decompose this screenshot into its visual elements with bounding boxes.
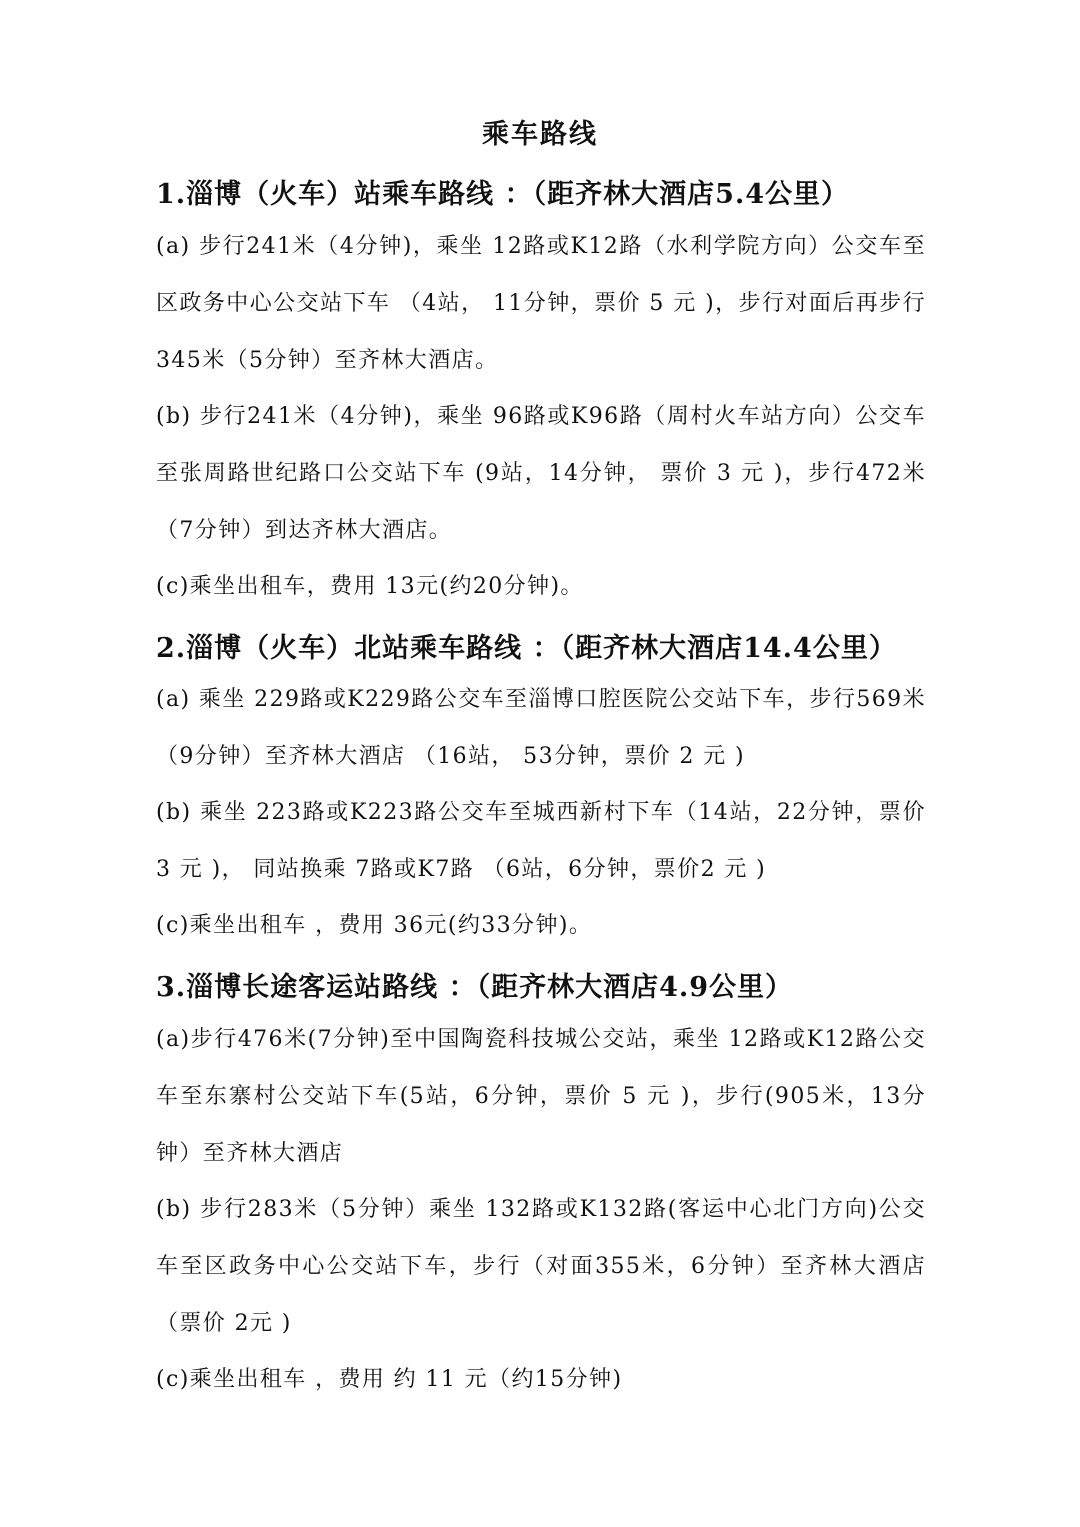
route-item-3a: (a)步行476米(7分钟)至中国陶瓷科技城公交站，乘坐 12路或K12路公交车至东寨村公交站下车(5站，6分钟，票价 5 元 )，步行(905米，13分钟）至齐林大酒店 (156, 1027, 926, 1166)
route-item-1b: (b) 步行241米（4分钟)，乘坐 96路或K96路（周村火车站方向）公交车至张周路世纪路口公交站下车 (9站，14分钟， 票价 3 元 )，步行472米（7分钟）到达齐林大酒店。 (156, 404, 926, 543)
route-item-3b: (b) 步行283米（5分钟）乘坐 132路或K132路(客运中心北门方向)公交车至区政务中心公交站下车，步行（对面355米，6分钟）至齐林大酒店 （票价 2元 ) (156, 1197, 926, 1336)
route-item-3c: (c)乘坐出租车 ，费用 约 11 元（约15分钟) (156, 1367, 623, 1392)
route-item-2a: (a) 乘坐 229路或K229路公交车至淄博口腔医院公交站下车，步行569米（9分钟）至齐林大酒店 （16站， 53分钟，票价 2 元 ) (156, 687, 926, 769)
route-item-1c: (c)乘坐出租车，费用 13元(约20分钟)。 (156, 574, 584, 599)
route-item-1a: (a) 步行241米（4分钟)，乘坐 12路或K12路（水利学院方向）公交车至区政务中心公交站下车 （4站， 11分钟，票价 5 元 )，步行对面后再步行345米（5分钟）至齐林大酒店。 (156, 234, 926, 373)
section-heading-train-station: 1.淄博（火车）站乘车路线 ：（距齐林大酒店5.4公里） (156, 179, 850, 210)
page-title: 乘车路线 (482, 119, 598, 150)
route-item-2c: (c)乘坐出租车 ，费用 36元(约33分钟)。 (156, 913, 593, 938)
section-heading-north-station: 2.淄博（火车）北站乘车路线 ：（距齐林大酒店14.4公里） (156, 633, 897, 664)
section-heading-bus-terminal: 3.淄博长途客运站路线 ：（距齐林大酒店4.9公里） (156, 972, 794, 1003)
route-item-2b: (b) 乘坐 223路或K223路公交车至城西新村下车（14站，22分钟，票价 3 元 )， 同站换乘 7路或K7路 （6站，6分钟，票价2 元 ) (156, 800, 926, 882)
